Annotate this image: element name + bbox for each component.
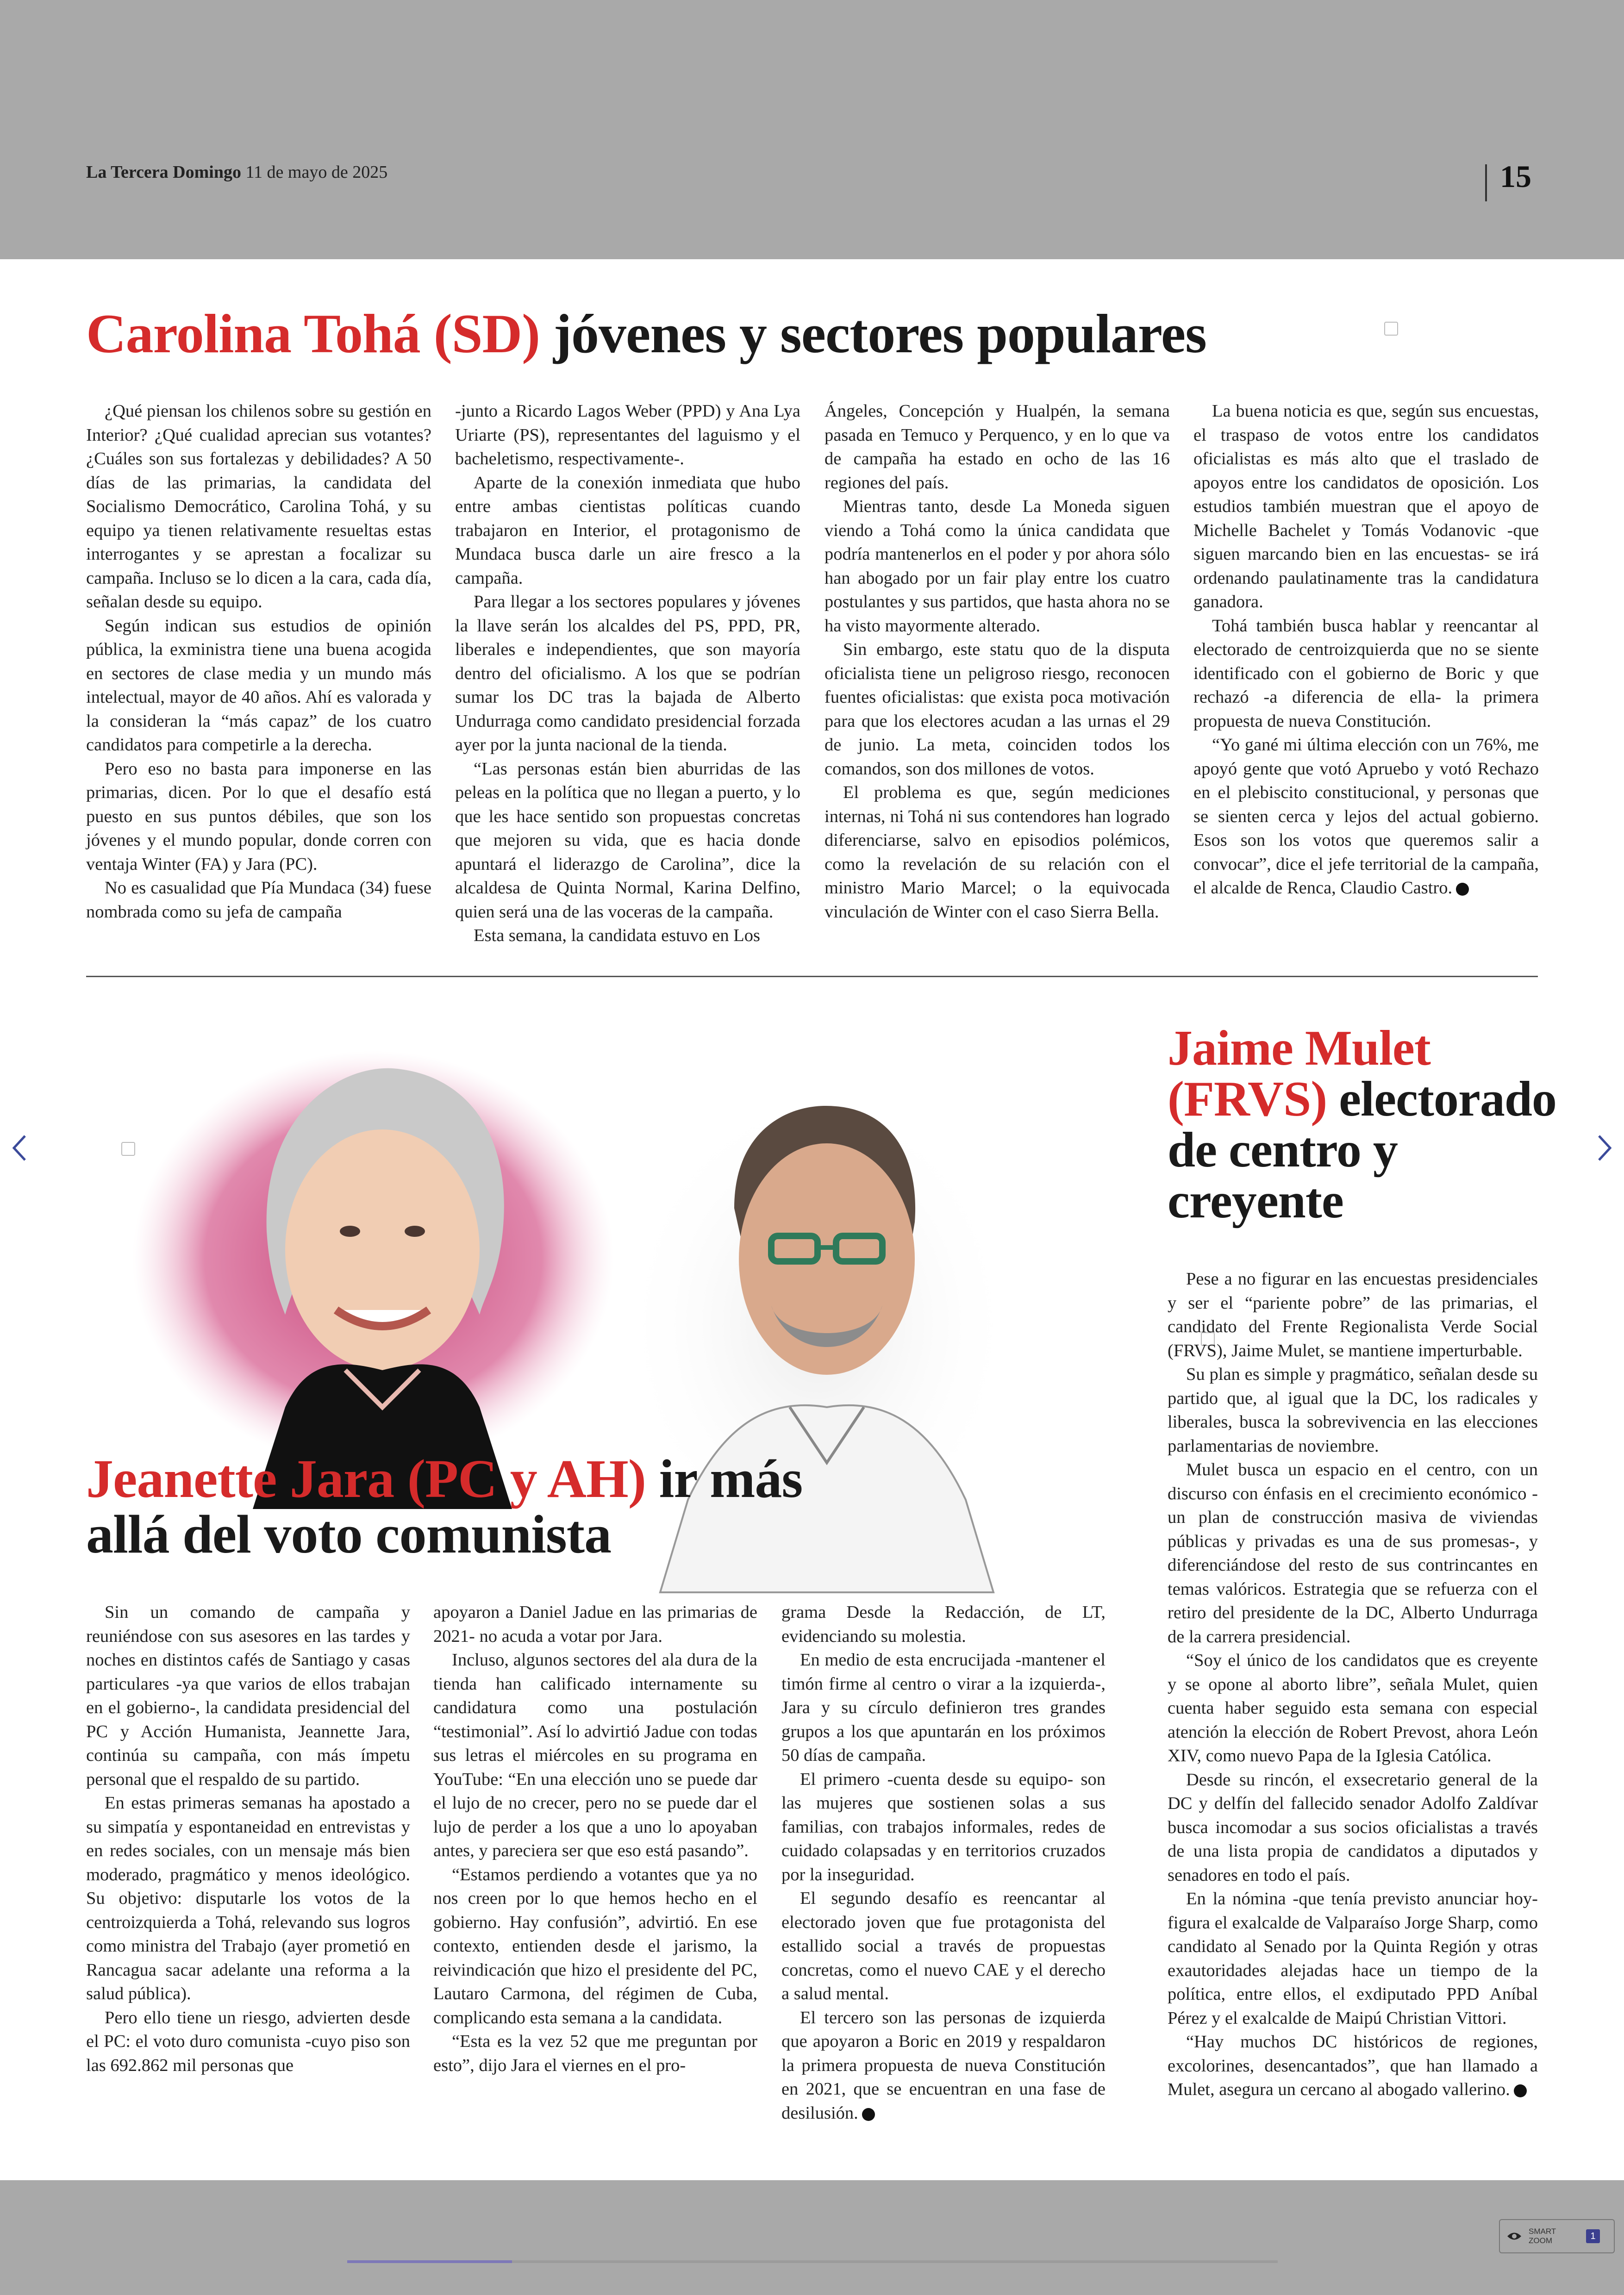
toha-column-2 <box>455 399 800 948</box>
paragraph: Desde su rincón, el exsecretario general de la DC y delfín del fallecido senador Adolfo Zaldívar busca incomodar a sus socios oficialistas a través de una lista propia de candidatos a diputados y senadores en todo el país. <box>1168 1770 1538 1885</box>
paragraph-text: “Hay muchos DC históricos de regiones, excolorines, desencantados”, que han llamado a Mulet, asegura un cercano al abogado vallerino. <box>1168 2032 1538 2099</box>
paragraph: “Las personas están bien aburridas de las peleas en la política que no llegan a puerto, y lo que les hace sentido son propuestas concretas que mejoren su vida, que es hacia donde apuntará el liderazgo de Carolina”, dice la alcaldesa de Quinta Normal, Karina Delfino, quien será una de las voceras de la campaña. <box>455 759 800 922</box>
end-mark-icon <box>862 2108 875 2121</box>
paragraph: El problema es que, según mediciones internas, ni Tohá ni sus contendores han logrado diferenciarse, salvo en episodios polémicos, como la revelación de su relación con el ministro Mario Marcel; o la equivocada vinculación de Winter con el caso Sierra Bella. <box>824 783 1170 922</box>
paragraph: Sin embargo, este statu quo de la disputa oficialista tiene un peligroso riesgo, reconocen fuentes oficialistas: que exista poca motivación para que los electores acudan a las urnas el 29 de junio. La meta, coinciden todos los comandos, son dos millones de votos. <box>824 640 1170 779</box>
jara-column-1 <box>86 1601 410 2077</box>
paragraph: ¿Qué piensan los chilenos sobre su gestión en Interior? ¿Qué cualidad aprecian sus votantes? ¿Cuáles son sus fortalezas y debilidades? A 50 días de las primarias, la candidata del Socialismo Democrático, Carolina Tohá, y su equipo ya tienen relativamente resueltas estas interrogantes y se aprestan a focalizar su campaña. Incluso se lo dicen a la cara, cada día, señalan desde su equipo. <box>86 401 431 611</box>
paragraph: Pero eso no basta para imponerse en las primarias, dicen. Por lo que el desafío está puesto en sus puntos débiles, que son los jóvenes y el mundo popular, donde corren con ventaja Winter (FA) y Jara (PC). <box>86 759 431 874</box>
publication-name: La Tercera Domingo <box>86 162 241 182</box>
toha-column-3 <box>824 399 1170 924</box>
jara-column-3 <box>781 1601 1106 2125</box>
paragraph: “Soy el único de los candidatos que es creyente y se opone al aborto libre”, señala Mulet, quien cuenta haber seguido esta semana con especial atención la elección de Robert Prevost, ahora León XIV, como nuevo Papa de la Iglesia Católica. <box>1168 1651 1538 1765</box>
jara-headline <box>86 1448 836 1565</box>
masthead <box>86 162 387 182</box>
section-divider <box>86 976 1538 977</box>
paragraph: Su plan es simple y pragmático, señalan desde su partido que, al igual que la DC, los radicales y liberales, busca la sobrevivencia en las elecciones parlamentarias de noviembre. <box>1168 1365 1538 1456</box>
paragraph: grama Desde la Redacción, de LT, evidenciando su molestia. <box>781 1603 1106 1646</box>
end-mark-icon <box>1456 883 1469 896</box>
paragraph: No es casualidad que Pía Mundaca (34) fuese nombrada como su jefa de campaña <box>86 878 431 922</box>
jara-column-2 <box>433 1601 757 2077</box>
paragraph <box>781 2006 1106 2126</box>
annotation-icon[interactable] <box>1384 322 1398 336</box>
paragraph: En la nómina -que tenía previsto anunciar hoy- figura el exalcalde de Valparaíso Jorge Sharp, como candidato al Senado por la Quinta Región y otras exautoridades alejadas hace un tiempo de la política, entre ellos, el exdiputado PPD Aníbal Pérez y el exalcalde de Maipú Christian Vittori. <box>1168 1889 1538 2028</box>
paragraph: Mientras tanto, desde La Moneda siguen viendo a Tohá como la única candidata que podría mantenerlos en el poder y por ahora sólo han abogado por un fair play entre los cuatro postulantes y sus partidos, que hasta ahora no se ha visto mayormente alterado. <box>824 497 1170 636</box>
candidates-portrait-illustration <box>86 991 1156 1685</box>
paragraph: “Esta es la vez 52 que me preguntan por esto”, dijo Jara el viernes en el pro- <box>433 2032 757 2075</box>
paragraph: En medio de esta encrucijada -mantener el timón firme al centro o virar a la izquierda-, Jara y su círculo definieron tres grandes grupos a los que apuntarán en los próximos 50 días de campaña. <box>781 1650 1106 1765</box>
page-progress-fill <box>347 2260 512 2263</box>
jara-headline-rest: ir más allá del voto comunista <box>86 1448 803 1565</box>
paragraph: apoyaron a Daniel Jadue en las primarias de 2021- no acuda a votar por Jara. <box>433 1603 757 1646</box>
mulet-headline <box>1168 1023 1566 1227</box>
paragraph: Para llegar a los sectores populares y jóvenes la llave serán los alcaldes del PS, PPD, PR, liberales e independientes, que son mayoría dentro del oficialismo. A los que se podrían sumar los DC tras la bajada de Alberto Undurraga como candidato presidencial forzada ayer por la junta nacional de la tienda. <box>455 592 800 755</box>
viewer-top-bar <box>0 0 1624 259</box>
issue-date: 11 de mayo de 2025 <box>245 162 388 182</box>
annotation-icon[interactable] <box>121 1142 135 1156</box>
toha-headline-rest: jóvenes y sectores populares <box>540 303 1206 364</box>
jara-headline-name: Jeanette Jara (PC y AH) <box>86 1448 646 1509</box>
paragraph: Mulet busca un espacio en el centro, con un discurso con énfasis en el crecimiento económico -un plan de construcción masiva de viviendas públicas y privadas es una de sus promesas-, y diferenciándose del resto de sus contrincantes en temas valóricos. Estrategia que se refuerza con el retiro del presidente de la DC, Alberto Undurraga de la carrera presidencial. <box>1168 1460 1538 1646</box>
smart-zoom-button[interactable] <box>1499 2219 1615 2253</box>
paragraph: El primero -cuenta desde su equipo- son las mujeres que sostienen solas a sus familias, con trabajos informales, redes de cuidado colapsadas y en territorios cruzados por la inseguridad. <box>781 1769 1106 1884</box>
paragraph: Aparte de la conexión inmediata que hubo entre ambas cientistas políticas cuando trabajaron en Interior, el protagonismo de Mundaca busca darle un aire fresco a la campaña. <box>455 473 800 588</box>
toha-headline <box>86 303 1206 364</box>
paragraph: Incluso, algunos sectores del ala dura de la tienda han calificado internamente su candidatura como una postulación “testimonial”. Así lo advirtió Jadue con todas sus letras el miércoles en su programa en YouTube: “En una elección uno se puede dar el lujo de no crecer, pero no se puede dar el lujo de perder a los que a uno lo apoyaban antes, y pareciera ser que eso está pasando”. <box>433 1650 757 1860</box>
paragraph: -junto a Ricardo Lagos Weber (PPD) y Ana Lya Uriarte (PS), representantes del laguismo y el bacheletismo, respectivamente-. <box>455 401 800 468</box>
paragraph: “Estamos perdiendo a votantes que ya no nos creen por lo que hemos hecho en el gobierno. Hay confusión”, advirtió. En ese contexto, entienden desde el jarismo, la reivindicación que hizo el presidente del PC, Lautaro Carmona, del régimen de Cuba, complicando esta semana a la candidata. <box>433 1865 757 2027</box>
paragraph: Sin un comando de campaña y reuniéndose con sus asesores en las tardes y noches en distintos cafés de Santiago y casas particulares -ya que varios de ellos trabajan en el gobierno-, la candidata presidencial del PC y Acción Humanista, Jeannette Jara, continúa su campaña, con más ímpetu personal que el respaldo de su partido. <box>86 1603 410 1789</box>
eye-icon <box>1506 2231 1522 2241</box>
toha-column-4 <box>1193 399 1539 900</box>
paragraph: Ángeles, Concepción y Hualpén, la semana pasada en Temuco y Perquenco, y en lo que va de campaña ha estado en ocho de las 16 regiones del país. <box>824 401 1170 493</box>
jara-portrait <box>132 1051 614 1509</box>
toha-column-1 <box>86 399 431 924</box>
next-page-arrow-icon[interactable] <box>1591 1120 1618 1176</box>
newspaper-page[interactable] <box>0 259 1624 2180</box>
toha-headline-name: Carolina Tohá (SD) <box>86 303 540 364</box>
paragraph: La buena noticia es que, según sus encuestas, el traspaso de votos entre los candidatos oficialistas es más alto que el traslado de apoyos entre los candidatos de oposición. Los estudios también muestran que el apoyo de Michelle Bachelet y Tomás Vodanovic -que siguen marcando bien en las encuestas- se irá ordenando paulatinamente tras la candidatura ganadora. <box>1193 401 1539 611</box>
paragraph-text: El tercero son las personas de izquierda que apoyaron a Boric en 2019 y respaldaron la primera propuesta de nueva Constitución en 2021, que se encuentran en una fase de desilusión. <box>781 2008 1106 2123</box>
smart-zoom-badge: 1 <box>1586 2229 1600 2243</box>
paragraph: Pese a no figurar en las encuestas presidenciales y ser el “pariente pobre” de las primarias, el candidato del Frente Regionalista Verde Social (FRVS), Jaime Mulet, se mantiene imperturbable. <box>1168 1269 1538 1360</box>
page-number: 15 <box>1500 159 1531 194</box>
previous-page-arrow-icon[interactable] <box>6 1120 33 1176</box>
paragraph: El segundo desafío es reencantar al electorado joven que fue protagonista del estallido social a través de propuestas concretas, como el nuevo CAE y el derecho a salud mental. <box>781 1889 1106 2003</box>
paragraph <box>1193 733 1539 900</box>
end-mark-icon <box>1514 2084 1527 2097</box>
paragraph: Tohá también busca hablar y reencantar al electorado de centroizquierda que no se siente identificado con el gobierno de Boric y que rechazó -a diferencia de ella- la primera propuesta de nueva Constitución. <box>1193 616 1539 731</box>
page-number-rule <box>1485 164 1487 201</box>
mulet-column <box>1168 1267 1538 2102</box>
paragraph <box>1168 2030 1538 2102</box>
viewer-bottom-bar <box>0 2180 1624 2295</box>
paragraph: Según indican sus estudios de opinión pública, la exministra tiene una buena acogida en sectores de clase media y un mundo más intelectual, mayor de 40 años. Ahí es valorada y la consideran la “más capaz” de los cuatro candidatos para competirle a la derecha. <box>86 616 431 755</box>
paragraph: Esta semana, la candidata estuvo en Los <box>474 926 760 945</box>
smart-zoom-label: SMART ZOOM <box>1529 2227 1556 2245</box>
mulet-headline-name: Jaime Mulet (FRVS) <box>1168 1021 1430 1127</box>
paragraph: En estas primeras semanas ha apostado a su simpatía y espontaneidad en entrevistas y en redes sociales, con un mensaje más bien moderado, pragmático y menos ideológico. Su objetivo: disputarle los votos de la centroizquierda a Tohá, relevando sus logros como ministra del Trabajo (ayer prometió en Rancagua sacar adelante una reforma a la salud pública). <box>86 1793 410 2003</box>
paragraph: Pero ello tiene un riesgo, advierten desde el PC: el voto duro comunista -cuyo piso son las 692.862 mil personas que <box>86 2008 410 2075</box>
paragraph-text: “Yo gané mi última elección con un 76%, me apoyó gente que votó Apruebo y votó Rechazo en el plebiscito constitucional, y personas que se sienten cerca y lejos del actual gobierno. Esos son los votos que queremos salir a convocar”, dice el jefe territorial de la campaña, el alcalde de Renca, Claudio Castro. <box>1193 735 1539 898</box>
mulet-headline-rest: electorado de centro y creyente <box>1168 1072 1556 1229</box>
